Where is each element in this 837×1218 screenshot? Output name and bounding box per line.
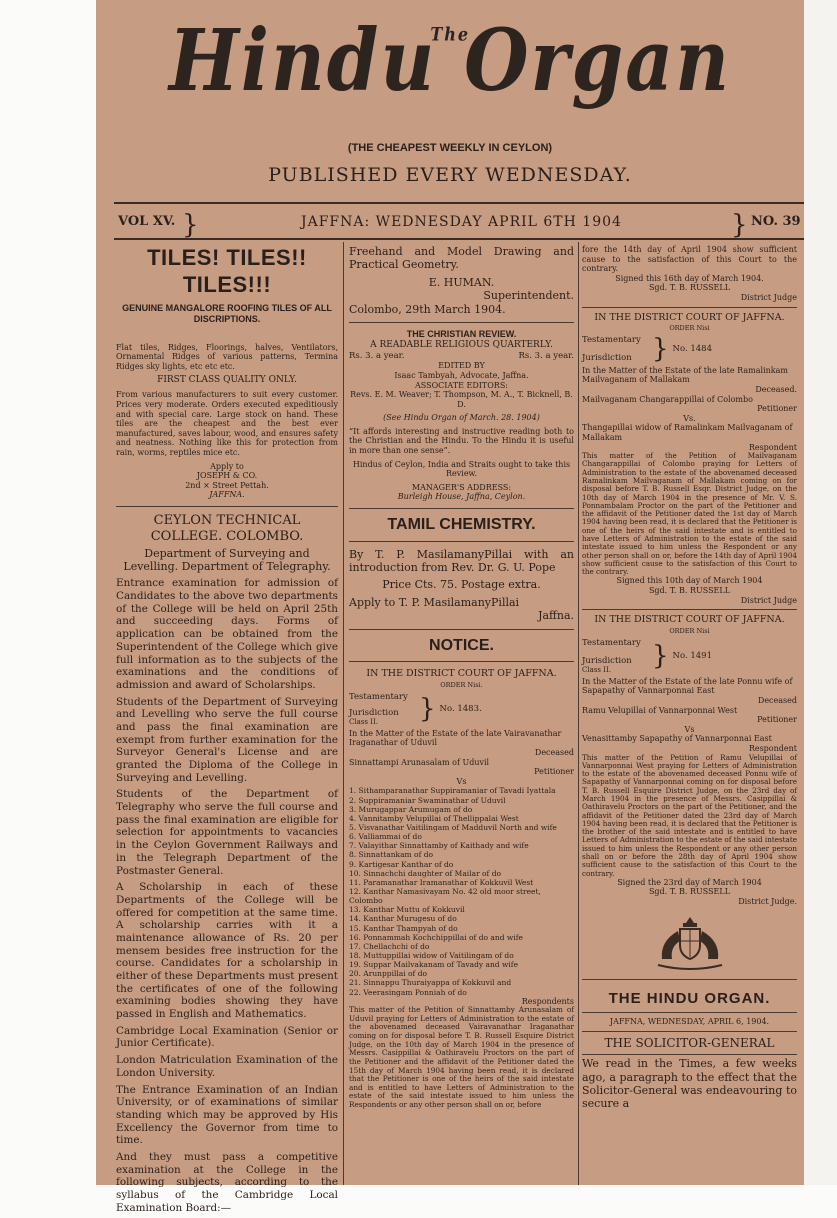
column-rule-2 [578, 242, 579, 1185]
estate-matter-3: In the Matter of the Estate of the late Ponnu wife of Sapapathy of Vannarponnai East [582, 676, 793, 696]
college-para-4: A Scholarship in each of these Departments of the College will be offered for competition at the same time. A scholarship carries with it a maintenance allowance of Rs. 20 per mensem besides free instruction for the course. Candidates for a scholarship in either of these Departments must present the certificates of one of the following examining bodies showing they have passed in English and Mathematics. [116, 881, 338, 1021]
brace-left: } [182, 210, 199, 240]
petitioner-name-3: Ramu Velupillai of Vannarponnai West [582, 705, 738, 715]
dateline [96, 210, 804, 240]
versus-label-3: Vs [684, 724, 695, 734]
list-item: 3. Murugappar Arumugam of do [349, 804, 473, 814]
masthead-organ: Organ [464, 11, 732, 111]
freehand-text: Freehand and Model Drawing and Practical Geometry. [349, 245, 574, 272]
divider [582, 1012, 797, 1013]
college-para-3: Students of the Department of Telegraphy who serve the full course and pass the final examination are eligible for selection for appointments to vacancies in the Ceylon Government Railways and in the Telegraph Department of the Postmaster General. [116, 788, 338, 877]
human-name: E. HUMAN. [428, 275, 495, 289]
newspaper-page [96, 0, 804, 1214]
divider [116, 506, 338, 507]
tamil-headline: TAMIL CHEMISTRY. [387, 516, 536, 534]
dateline-rule [114, 238, 804, 240]
college-para-8: And they must pass a competitive examination at the College in the following subjects, according to the syllabus of the Cambridge Local Examination Board:— [116, 1150, 338, 1214]
class-label-3: Class II. [582, 666, 611, 675]
case-labels-2 [582, 335, 652, 364]
continued-text: fore the 14th day of April 1904 show sufficient cause to the satisfaction of this Court to the contrary. [582, 245, 797, 274]
divider [349, 661, 574, 662]
masthead-tagline: (THE CHEAPEST WEEKLY IN CEYLON) [347, 142, 553, 154]
list-item: 14. Kanthar Murugesu of do [349, 914, 457, 924]
college-para-6: London Matriculation Examination of the London University. [116, 1054, 338, 1079]
petition-text-3: This matter of the Petition of Ramu Velupillai of Vannarponnai West praying for Letters of Administration to the estate of the abovenamed deceased Ponnu wife of Sapapathy of Vannarponnai coming on for disposal before T. B. Russell Esquire District Judge, on the 23rd day of March 1904 in the presence of Messrs. Casippillai & Oathiravelu Proctors on the part of the Petitioner, and the affidavit of the Petitioner dated the 23rd day of March 1904 having been read, it is declared that the Petitioner is the brother of the said intestate and is entitled to have Letters of Administration to the estate of the said intestate issued to him unless the Respondent or any other person shall on or before the 28th day of April 1904 show sufficient cause to the satisfaction of this Court to the contrary. [582, 752, 797, 878]
list-item: 10. Sinnachchi daughter of Mailar of do [349, 868, 502, 878]
list-item: 8. Sinnattankam of do [349, 850, 434, 860]
list-item: 5. Visvanathar Vaitilingam of Madduvil North and wife [349, 822, 557, 832]
review-quote: “It affords interesting and instructive reading both to the Christian and the Hindu. To the Hindu it is useful in more than one sense”. [349, 426, 574, 456]
case-number: No. 1483. [439, 704, 482, 715]
list-item: 2. Suppiramaniar Swaminathar of Uduvil [349, 795, 506, 805]
coat-of-arms-icon [650, 913, 730, 973]
list-item: 18. Muttuppillai widow of Vaitilingam of do [349, 950, 514, 960]
testamentary-label-2: Testamentary [582, 335, 641, 346]
judge-3: District Judge. [738, 897, 797, 907]
list-item: 16. Ponnammah Kochchippillai of do and wife [349, 932, 523, 942]
versus-label: Vs [456, 776, 467, 786]
review-price-left: Rs. 3. a year. [349, 350, 405, 361]
case-labels [349, 692, 419, 727]
tiles-subhead: GENUINE MANGALORE ROOFING TILES OF ALL DISCRIPTIONS. [122, 302, 332, 324]
list-item: 21. Sinnappu Thuraiyappa of Kokkuvil and [349, 978, 512, 988]
signed-2: Signed this 10th day of March 1904 [616, 576, 763, 586]
tiles-headline: TILES! TILES!! TILES!!! [147, 245, 307, 297]
divider [349, 541, 574, 542]
tamil-jaffna: Jaffna. [538, 609, 574, 623]
case-row [349, 692, 574, 727]
review-hindus: Hindus of Ceylon, India and Straits ought to take this Review. [352, 459, 571, 479]
list-item: 4. Vannitamby Velupillai of Thellippalai West [349, 813, 519, 823]
respondent-label-3: Respondent [748, 744, 797, 754]
tamil-price: Price Cts. 75. Postage extra. [382, 578, 541, 592]
divider [349, 322, 574, 323]
case-brace-2: } [652, 334, 669, 365]
respondents-list [349, 786, 574, 996]
court-title-2: IN THE DISTRICT COURT OF JAFFNA. [594, 311, 785, 323]
review-price-right: Rs. 3. a year. [518, 350, 574, 361]
divider [582, 1031, 797, 1032]
respondent-name-2: Thangapillai widow of Ramalinkam Mailvaganam of Mallakam [582, 423, 793, 442]
masthead-the: The [430, 23, 471, 45]
deceased-label: Deceased [534, 748, 574, 758]
organ-date: JAFFNA, WEDNESDAY, APRIL 6, 1904. [609, 1016, 770, 1026]
review-editor: Isaac Tambyah, Advocate, Jaffna. [394, 370, 529, 380]
deceased-label-3: Deceased [757, 696, 797, 706]
signed-1: Signed this 16th day of March 1904. [615, 273, 764, 283]
college-para-5: Cambridge Local Examination (Senior or Junior Certificate). [116, 1024, 338, 1050]
page-margin [804, 0, 837, 1185]
list-item: 19. Suppar Mailvakanam of Tavady and wife [349, 960, 519, 970]
tiles-town: JAFFNA. [209, 490, 245, 500]
tiles-street: 2nd × Street Pettah. [185, 480, 269, 490]
review-edited-by: EDITED BY [438, 361, 485, 371]
testamentary-label: Testamentary [349, 691, 408, 702]
volume-number: VOL XV. [118, 214, 176, 229]
list-item: 13. Kanthar Muttu of Kokkuvil [349, 905, 465, 915]
column-1 [116, 245, 338, 1218]
review-associate-names: Revs. E. M. Weaver; T. Thompson, M. A., T. Bicknell, B. D. [350, 390, 573, 409]
petitioner-name-2: Mailvaganam Changarappillai of Colombo [582, 394, 753, 404]
list-item: 17. Chellachchi of do [349, 941, 430, 951]
order-nisi-3: ORDER Nisi [669, 626, 710, 635]
tamil-apply: Apply to T. P. MasilamanyPillai [349, 595, 520, 609]
testamentary-label-3: Testamentary [582, 637, 641, 648]
tiles-company: JOSEPH & CO. [196, 471, 258, 481]
case-number-3: No. 1491 [672, 651, 712, 662]
divider [349, 508, 574, 509]
order-nisi-2: ORDER Nisi [669, 324, 710, 333]
divider [349, 629, 574, 630]
sgd-3: Sgd. T. B. RUSSELL [648, 887, 731, 897]
tiles-body-2: From various manufacturers to suit every customer. Prices very moderate. Orders executed expeditiously and with special care. Large stock on hand. These tiles are the cheapest and the best ever manufactured, saves labour, wood, and ensures safety and neatness. Nothing like this for protection from rain, worms, reptiles mice etc. [116, 390, 338, 457]
case-number-2: No. 1484 [672, 344, 712, 355]
estate-matter: In the Matter of the Estate of the late Vairavanathar Iraganathar of Uduvil [349, 728, 562, 748]
top-rule [114, 202, 804, 204]
case-row-2 [582, 335, 797, 364]
review-subhead: A READABLE RELIGIOUS QUARTERLY. [370, 340, 553, 350]
order-nisi: ORDER Nisi. [440, 680, 483, 689]
list-item: 6. Valliammai of do [349, 832, 422, 842]
review-managers-label: MANAGER'S ADDRESS: [411, 482, 512, 492]
petitioner-label: Petitioner [534, 767, 574, 777]
review-see: (See Hindu Organ of March. 28. 1904) [383, 413, 540, 423]
petitioner-name: Sinnattampi Arunasalam of Uduvil [349, 757, 490, 767]
masthead-title [96, 12, 804, 111]
court-title-3: IN THE DISTRICT COURT OF JAFFNA. [594, 614, 785, 626]
college-headline: CEYLON TECHNICAL COLLEGE. COLOMBO. [150, 512, 304, 544]
column-rule-1 [343, 242, 344, 1185]
jurisdiction-label-3: Jurisdiction [582, 655, 632, 666]
case-brace: } [419, 694, 436, 725]
list-item: 1. Sithamparanathar Suppiramaniar of Tavadi Iyattala [349, 786, 556, 796]
estate-matter-2: In the Matter of the Estate of the late Ramalinkam Mailvaganam of Mallakam [582, 365, 788, 385]
signed-3: Signed the 23rd day of March 1904 [617, 877, 762, 887]
colombo-date: Colombo, 29th March 1904. [349, 302, 506, 316]
jurisdiction-label-2: Jurisdiction [582, 353, 632, 364]
divider [582, 1054, 797, 1055]
list-item: 22. Veerasingam Ponniah of do [349, 987, 467, 997]
college-para-7: The Entrance Examination of an Indian University, or of examinations of similar standing which may be approved by His Excellency the Governor from time to time. [116, 1083, 338, 1147]
issue-date: JAFFNA: WEDNESDAY APRIL 6TH 1904 [301, 214, 622, 230]
review-address: Burleigh House, Jaffna, Ceylon. [397, 492, 526, 502]
review-headline: THE CHRISTIAN REVIEW. [406, 329, 517, 340]
college-para-2: Students of the Department of Surveying and Levelling who serve the full course and pass the final examination are exempt from further examination for the Surveyor General's License and are granted the Diploma of the College in Surveying and Levelling. [116, 695, 338, 784]
versus-label-2: Vs. [683, 413, 696, 423]
column-3 [582, 245, 797, 1115]
notice-headline: NOTICE. [429, 636, 494, 654]
judge-2: District Judge [740, 595, 797, 605]
petitioner-label-2: Petitioner [757, 404, 797, 414]
issue-number: NO. 39 [751, 214, 801, 229]
judge-1: District Judge [740, 292, 797, 302]
respondent-label-2: Respondent [748, 442, 797, 452]
tiles-apply: Apply to [210, 461, 244, 471]
case-row-3 [582, 638, 797, 675]
divider [582, 307, 797, 308]
jurisdiction-label: Jurisdiction [349, 707, 399, 718]
case-labels-3 [582, 638, 652, 675]
sgd-2: Sgd. T. B. RUSSELL [648, 585, 731, 595]
class-label: Class II. [349, 718, 378, 727]
sgd-1: Sgd. T. B. RUSSELL [648, 283, 731, 293]
respondent-name-3: Venasittamby Sapapathy of Vannarponnai East [582, 734, 772, 744]
brace-right: } [731, 210, 748, 240]
deceased-label-2: Deceased. [755, 384, 797, 394]
court-title: IN THE DISTRICT COURT OF JAFFNA. [366, 668, 557, 680]
human-title: Superintendent. [483, 289, 574, 303]
petitioner-label-3: Petitioner [757, 715, 797, 725]
list-item: 9. Kartigesar Kanthar of do [349, 859, 454, 869]
review-associate-label: ASSOCIATE EDITORS: [414, 380, 508, 390]
respondents-label: Respondents [521, 996, 574, 1006]
solicitor-general-title: THE SOLICITOR-GENERAL [604, 1035, 775, 1050]
list-item: 15. Kanthar Thampyah of do [349, 923, 458, 933]
list-item: 12. Kanthar Namasivayam No. 42 old moor street, Colombo [349, 886, 541, 906]
college-departments: Department of Surveying and Levelling. Department of Telegraphy. [123, 546, 331, 573]
petition-text: This matter of the Petition of Sinnattamby Arunasalam of Uduvil praying for Letters of Administration to the estate of the abovenamed deceased Vairavanathar Iraganathar coming on for disposal before T. B. Russell Esquire District Judge, on the 10th day of March 1904 in the presence of Messrs. Casippillai & Oathiravelu Proctors on the part of the Petitioner and the affidavit of the Petitioner dated the 15th day of March 1904 having been read, it is declared that the Petitioner is one of the heirs of the said intestate and is entitled to have Letters of Administration to the estate of the said intestate issued to him unless the Respondents or any other person shall on or, before [349, 1005, 574, 1109]
tiles-body: Flat tiles, Ridges, Floorings, halves, Ventilators, Ornamental Ridges of various patterns, Termina Ridges sky lights, etc etc etc. [116, 342, 338, 371]
list-item: 7. Valayithar Sinnattamby of Kaithady and wife [349, 841, 529, 851]
tamil-author: By T. P. MasilamanyPillai with an introduction from Rev. Dr. G. U. Pope [349, 547, 574, 574]
divider [582, 979, 797, 980]
college-para-1: Entrance examination for admission of Candidates to the above two departments of the College will be held on April 25th and succeeding days. Forms of application can be obtained from the Superintendent of the College which give full information as to the subjects of the examinations and the conditions of admission and award of Scholarships. [116, 577, 338, 691]
organ-title: THE HINDU ORGAN. [608, 989, 771, 1007]
column-2 [349, 245, 574, 1114]
masthead-hindu: Hindu [168, 11, 437, 111]
petition-text-2: This matter of the Petition of Mailvaganam Changarappillai of Colombo praying for Letters of Administration to the estate of the abovenamed deceased Ramalinkam Mailvaganam of Mallakam coming on for disposal before T. B. Russell Esqr. District Judge, on the 10th day of March 1904 in the presence of Mr. V. S. Ponnambalam Proctor on the part of the Petitioner and the affidavit of the Petitioner dated the 1st day of March 1904 having been read, it is declared that the Petitioner is one of the heirs of the said intestate and is entitled to have Letters of Administration to the estate of the said intestate issued to him unless the Respondent or any other person shall on or, before the 14th day of April 1904 show sufficient cause to the satisfaction of this Court to the contrary. [582, 451, 797, 577]
solicitor-general-text: We read in the Times, a few weeks ago, a paragraph to the effect that the Solicitor-General was endeavouring to secure a [582, 1057, 797, 1111]
list-item: 11. Paramanathar Iramanathar of Kokkuvil West [349, 877, 534, 887]
list-item: 20. Arunppillai of do [349, 969, 428, 979]
tiles-first-class: FIRST CLASS QUALITY ONLY. [157, 375, 297, 386]
case-brace-3: } [652, 641, 669, 672]
divider [582, 609, 797, 610]
review-price-row [349, 351, 574, 361]
masthead-published: PUBLISHED EVERY WEDNESDAY. [268, 164, 632, 186]
